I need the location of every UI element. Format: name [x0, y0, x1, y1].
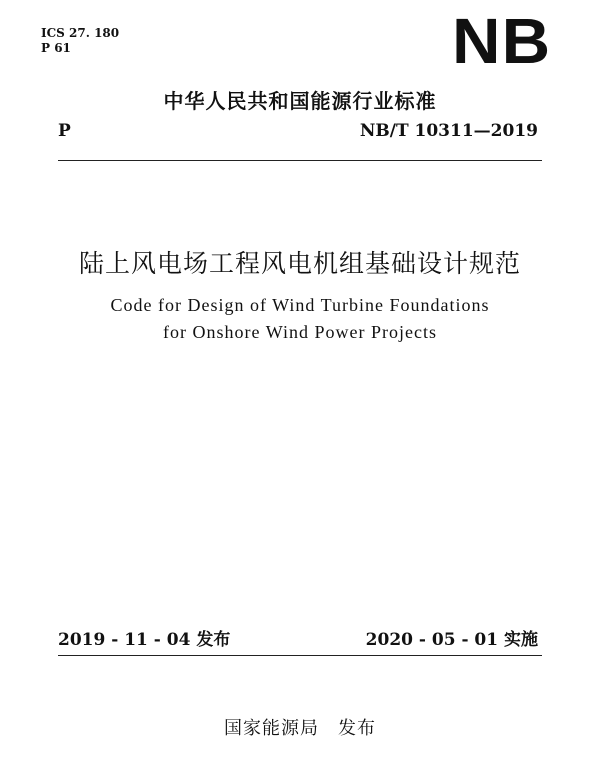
classification-letter: P [58, 121, 71, 141]
issue-date: 2019 - 11 - 04 发布 [58, 630, 231, 650]
ics-code-block [41, 26, 119, 56]
title-chinese: 陆上风电场工程风电机组基础设计规范 [78, 249, 521, 278]
title-english-line-2: for Onshore Wind Power Projects [163, 322, 437, 342]
issuing-authority: 国家能源局 发布 [224, 718, 376, 739]
ics-code: ICS 27. 180 [41, 26, 120, 40]
title-english [0, 292, 600, 346]
implementation-date: 2020 - 05 - 01 实施 [365, 630, 538, 650]
bottom-divider [58, 655, 542, 656]
title-english-line-1: Code for Design of Wind Turbine Foundations [110, 295, 490, 315]
top-divider [58, 160, 542, 161]
standard-number: NB/T 10311—2019 [359, 121, 538, 141]
ministry-line: 中华人民共和国能源行业标准 [163, 89, 437, 113]
ccs-code: P 61 [41, 41, 71, 55]
nb-logo: NB [452, 5, 552, 77]
